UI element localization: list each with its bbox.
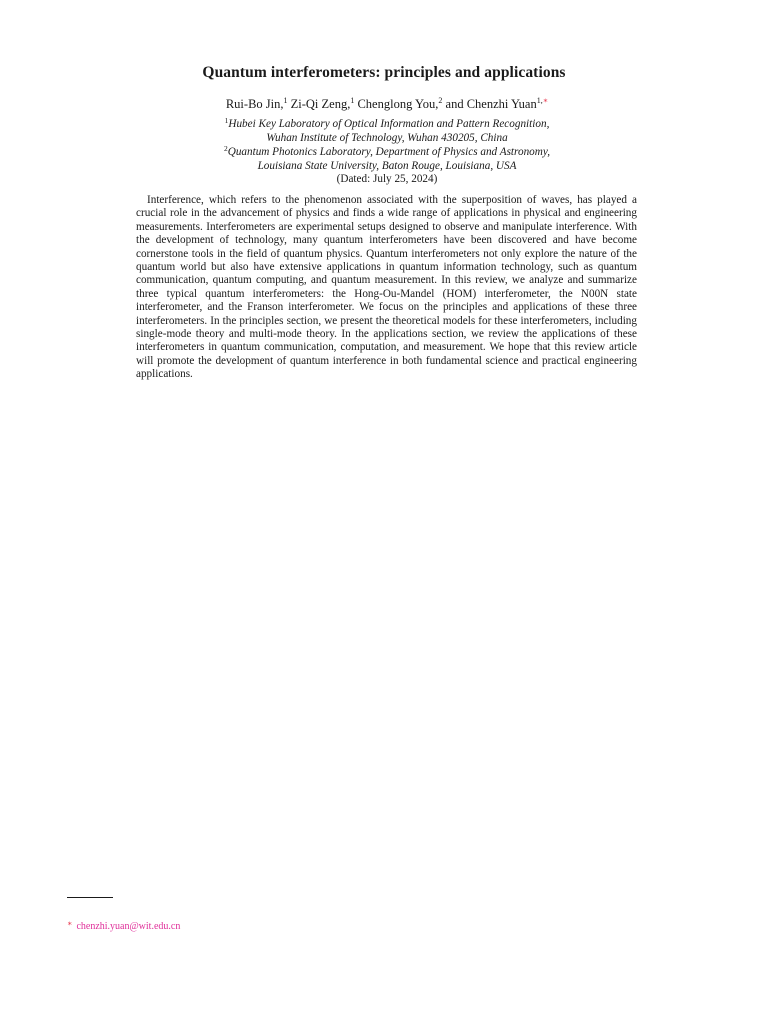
affiliation-mark: 2	[223, 144, 228, 153]
footnote-rule	[67, 897, 113, 898]
author-name: Zi-Qi Zeng,	[290, 97, 351, 111]
dated-line: (Dated: July 25, 2024)	[336, 173, 438, 185]
affiliation-2	[0, 145, 768, 173]
affiliation-line: Louisiana State University, Baton Rouge, Louisiana, USA	[257, 160, 517, 172]
author-name: Chenglong You,	[357, 97, 439, 111]
author-list	[0, 97, 768, 112]
affiliation-mark: 1	[224, 116, 229, 125]
author-name: and Chenzhi Yuan	[445, 97, 537, 111]
author-email-link[interactable]: chenzhi.yuan@wit.edu.cn	[76, 921, 181, 932]
author-affil-number: 1,	[536, 96, 543, 105]
paper-title: Quantum interferometers: principles and applications	[202, 64, 566, 81]
author-name: Rui-Bo Jin,	[225, 97, 284, 111]
author-affil-mark: 1	[350, 96, 355, 105]
footnote-mark: ∗	[67, 919, 73, 928]
abstract-text: Interference, which refers to the phenomenon associated with the superposition of waves, has played a crucial role in the advancement of physics and finds a wide range of applications in physical and engineering measurements. Interferometers are experimental setups designed to observe and manipulate interference. With the development of technology, many quantum interferometers have been discovered and have become cornerstone tools in the field of quantum physics. Quantum interferometers not only explore the nature of the quantum world but also have extensive applications in quantum information technology, such as quantum communication, quantum computing, and quantum measurement. In this review, we analyze and summarize three typical quantum interferometers: the Hong-Ou-Mandel (HOM) interferometer, the N00N state interferometer, and the Franson interferometer. We focus on the principles and applications of these three interferometers. In the principles section, we present the theoretical models for these interferometers, including single-mode theory and multi-mode theory. In the applications section, we review the applications of these interferometers in quantum communication, computation, and measurement. We hope that this review article will promote the development of quantum interference in both fundamental science and practical engineering applications.	[136, 194, 637, 381]
affiliation-line: Hubei Key Laboratory of Optical Information and Pattern Recognition,	[228, 118, 550, 130]
affiliation-line: Quantum Photonics Laboratory, Department of Physics and Astronomy,	[227, 146, 550, 158]
affiliation-1	[0, 117, 768, 145]
author-affil-mark: 2	[438, 96, 443, 105]
footnote	[67, 919, 180, 932]
affiliation-line: Wuhan Institute of Technology, Wuhan 430205, China	[266, 132, 508, 144]
corresponding-author-mark[interactable]: ∗	[542, 96, 549, 105]
author-affil-mark: 1	[283, 96, 288, 105]
author-affil-mark	[537, 96, 548, 105]
